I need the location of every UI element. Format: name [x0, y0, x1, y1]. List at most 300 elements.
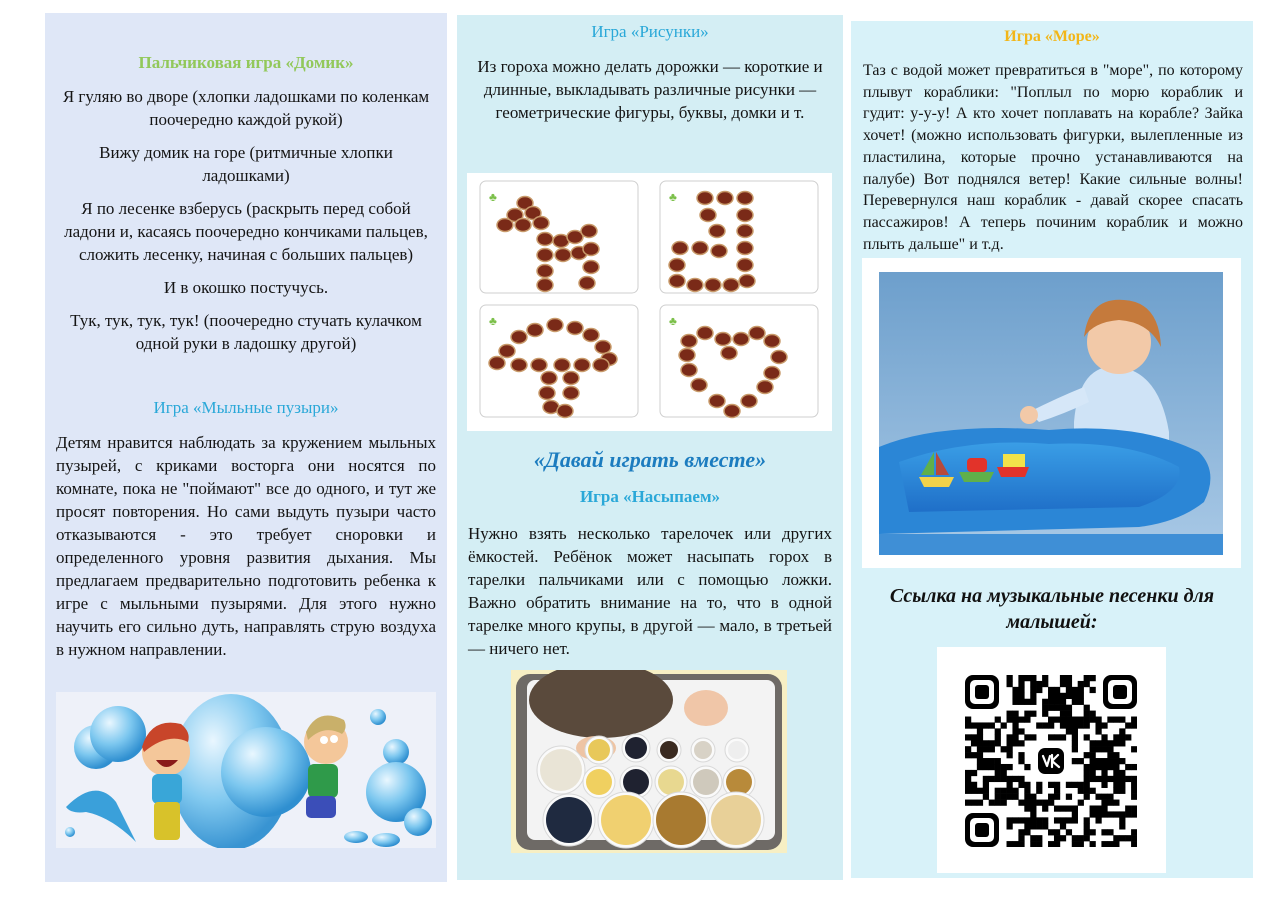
qr-module — [1113, 764, 1119, 770]
qr-module — [989, 800, 995, 806]
qr-module — [1042, 817, 1048, 823]
bean — [692, 242, 708, 255]
bean — [583, 329, 599, 342]
qr-module — [1084, 794, 1090, 800]
qr-module — [1084, 717, 1090, 723]
qr-module — [1048, 693, 1054, 699]
qr-module — [977, 788, 983, 794]
qr-module — [1078, 687, 1084, 693]
qr-module — [1131, 805, 1137, 811]
panel-middle — [457, 15, 843, 880]
qr-module — [1113, 800, 1119, 806]
qr-module — [1048, 722, 1054, 728]
bean — [531, 359, 547, 372]
qr-module — [1113, 811, 1119, 817]
panel-right — [851, 21, 1253, 878]
qr-module — [1107, 811, 1113, 817]
qr-module — [1060, 675, 1066, 681]
qr-module — [1078, 722, 1084, 728]
qr-module — [1066, 782, 1072, 788]
qr-module — [1113, 835, 1119, 841]
qr-module — [1131, 811, 1137, 817]
poem — [55, 85, 437, 365]
qr-module — [1024, 823, 1030, 829]
qr-module — [1007, 788, 1013, 794]
bean — [739, 275, 755, 288]
qr-module — [1066, 829, 1072, 835]
qr-module — [1095, 758, 1101, 764]
bubble — [404, 808, 432, 836]
qr-module — [983, 740, 989, 746]
qr-module — [1113, 788, 1119, 794]
qr-module — [1036, 841, 1042, 847]
bean — [669, 259, 685, 272]
qr-module — [1084, 681, 1090, 687]
bean — [511, 359, 527, 372]
qr-module — [1084, 770, 1090, 776]
qr-module — [989, 764, 995, 770]
qr-module — [1084, 764, 1090, 770]
qr-module — [1095, 811, 1101, 817]
qr-module — [965, 800, 971, 806]
qr-module — [1078, 800, 1084, 806]
qr-module — [1101, 734, 1107, 740]
qr-module — [1084, 829, 1090, 835]
qr-module — [1042, 681, 1048, 687]
bean — [711, 245, 727, 258]
qr-module — [971, 788, 977, 794]
bean — [697, 327, 713, 340]
splash — [66, 791, 136, 842]
qr-module — [1113, 782, 1119, 788]
qr-module — [1131, 788, 1137, 794]
bean — [511, 331, 527, 344]
qr-module — [1072, 782, 1078, 788]
qr-module — [1007, 681, 1013, 687]
qr-module — [1072, 722, 1078, 728]
bubbles-illustration — [56, 692, 436, 848]
qr-module — [1095, 794, 1101, 800]
qr-module — [1084, 823, 1090, 829]
finger-game-title: Пальчиковая игра «Домик» — [138, 53, 354, 72]
qr-module — [1030, 794, 1036, 800]
qr-module — [1101, 794, 1107, 800]
qr-module — [1001, 746, 1007, 752]
bean — [489, 357, 505, 370]
qr-module — [1090, 776, 1096, 782]
qr-module — [1054, 835, 1060, 841]
qr-module — [1072, 758, 1078, 764]
running-kid — [304, 716, 348, 818]
qr-module — [983, 722, 989, 728]
qr-module — [1084, 788, 1090, 794]
bubbles-game-text: Детям нравится наблюдать за кружением мыльных пузырей, с криками восторга они носятся по комнате, пока не "поймают" все до одного, и тут же просят повторения. Но сами выдуть пузыри часто отказываются - это требует сноровки и определенного уровня развития дыхания. Мы предлагаем предварительно подготовить ребенка к игре с мыльными пузырями. Для этого нужно научить его сильно дуть, направлять струю воздуха в нужном направлении. — [56, 433, 436, 659]
qr-module — [1024, 817, 1030, 823]
qr-module — [1101, 770, 1107, 776]
qr-module — [1090, 788, 1096, 794]
qr-module — [1060, 835, 1066, 841]
qr-module — [1012, 699, 1018, 705]
sea-photo — [879, 272, 1223, 555]
qr-module — [1054, 687, 1060, 693]
qr-module — [1018, 740, 1024, 746]
qr-module — [1036, 681, 1042, 687]
bowl-contents — [694, 741, 712, 759]
qr-module — [1030, 734, 1036, 740]
qr-module — [1072, 687, 1078, 693]
qr-module — [1030, 835, 1036, 841]
qr-module — [1090, 717, 1096, 723]
qr-module — [1078, 782, 1084, 788]
qr-module — [1078, 681, 1084, 687]
qr-module — [977, 764, 983, 770]
qr-module — [1090, 752, 1096, 758]
qr-module — [1101, 829, 1107, 835]
qr-module — [1018, 752, 1024, 758]
bowl-contents — [656, 795, 706, 845]
qr-module — [1131, 829, 1137, 835]
qr-module — [1078, 693, 1084, 699]
qr-module — [1054, 841, 1060, 847]
qr-module — [1131, 835, 1137, 841]
bowl-contents — [660, 741, 678, 759]
leaf-icon: ♣ — [669, 314, 677, 328]
qr-module — [1036, 788, 1042, 794]
qr-module — [1113, 841, 1119, 847]
qr-module — [1101, 782, 1107, 788]
qr-module — [1030, 699, 1036, 705]
qr-module — [995, 770, 1001, 776]
qr-module — [1119, 817, 1125, 823]
leaf-icon: ♣ — [489, 190, 497, 204]
qr-module — [983, 746, 989, 752]
qr-module — [989, 740, 995, 746]
bean — [537, 279, 553, 292]
qr-module — [1095, 817, 1101, 823]
qr-module — [995, 794, 1001, 800]
qr-module — [1072, 811, 1078, 817]
bean — [593, 359, 609, 372]
bean — [672, 242, 688, 255]
qr-module — [1095, 722, 1101, 728]
bowl-contents — [546, 797, 592, 843]
sea-game-text: Таз с водой может превратиться в "море", по которому плывут кораблики: "Поплыл по морю кораблик и гудит: у-у-у! А кто хочет поплавать на корабле? Зайка хочет! (можно использовать фигурки, вылепленные из пластилина, которые прочно устанавливаются на палубе) Вот поднялся ветер! Какие сильные волны! Перевернулся наш кораблик - давай скорее спасать пассажиров! А теперь починим кораблик и можно плыть дальше" и т.д. — [863, 62, 1243, 253]
bean — [705, 279, 721, 292]
qr-module — [1066, 717, 1072, 723]
qr-module — [995, 764, 1001, 770]
qr-module — [983, 758, 989, 764]
bean — [764, 335, 780, 348]
qr-module — [1090, 764, 1096, 770]
qr-module — [1131, 841, 1137, 847]
qr-module — [1125, 811, 1131, 817]
qr-module — [1001, 722, 1007, 728]
bean — [595, 341, 611, 354]
qr-module — [1072, 805, 1078, 811]
qr-module — [1007, 740, 1013, 746]
qr-module — [1030, 805, 1036, 811]
qr-code[interactable] — [937, 647, 1166, 873]
qr-module — [1125, 805, 1131, 811]
bowl-contents — [693, 769, 719, 795]
qr-module — [1095, 746, 1101, 752]
qr-module — [983, 764, 989, 770]
bean — [709, 225, 725, 238]
qr-module — [1048, 687, 1054, 693]
qr-module — [1078, 758, 1084, 764]
qr-module — [1107, 829, 1113, 835]
qr-module — [1018, 800, 1024, 806]
qr-module — [1101, 722, 1107, 728]
bubble — [65, 827, 75, 837]
qr-module — [1101, 805, 1107, 811]
qr-module — [1131, 746, 1137, 752]
bean — [537, 233, 553, 246]
qr-module — [1113, 776, 1119, 782]
qr-module — [1107, 746, 1113, 752]
qr-module — [1018, 776, 1024, 782]
qr-module — [971, 800, 977, 806]
qr-module — [1024, 711, 1030, 717]
qr-module — [1066, 728, 1072, 734]
qr-module — [977, 728, 983, 734]
qr-module — [1119, 811, 1125, 817]
qr-module — [1072, 746, 1078, 752]
qr-module — [1024, 734, 1030, 740]
qr-module — [1007, 782, 1013, 788]
qr-module — [1018, 693, 1024, 699]
qr-module — [1060, 681, 1066, 687]
qr-module — [1012, 728, 1018, 734]
pour-game-text: Нужно взять несколько тарелочек или других ёмкостей. Ребёнок может насыпать горох в тарелки пальчиками или с помощью ложки. Важно обратить внимание на то, что в одной тарелке много крупы, в другой — мало, в третьей — ничего нет. — [468, 524, 832, 658]
songs-link-caption: Ссылка на музыкальные песенки для малышей: — [889, 585, 1215, 633]
qr-module — [1060, 705, 1066, 711]
bean — [579, 277, 595, 290]
qr-module — [1107, 841, 1113, 847]
qr-module — [977, 722, 983, 728]
qr-module — [1007, 711, 1013, 717]
qr-module — [1007, 841, 1013, 847]
bean — [581, 225, 597, 238]
bean — [681, 335, 697, 348]
qr-module — [1042, 711, 1048, 717]
qr-module — [1048, 734, 1054, 740]
qr-module — [1125, 734, 1131, 740]
qr-module — [1119, 823, 1125, 829]
qr-module — [1024, 794, 1030, 800]
qr-module — [1001, 800, 1007, 806]
bowl-contents — [588, 739, 610, 761]
qr-module — [1024, 829, 1030, 835]
qr-module — [1042, 722, 1048, 728]
qr-module — [1101, 841, 1107, 847]
qr-module — [1012, 817, 1018, 823]
bubble — [344, 831, 368, 843]
qr-module — [1048, 800, 1054, 806]
qr-module — [1090, 805, 1096, 811]
bean — [771, 351, 787, 364]
qr-module — [1024, 675, 1030, 681]
qr-module — [1060, 693, 1066, 699]
qr-module — [1119, 788, 1125, 794]
qr-module — [1131, 794, 1137, 800]
qr-module — [1054, 699, 1060, 705]
qr-module — [1095, 717, 1101, 723]
qr-module — [1119, 734, 1125, 740]
qr-module — [1012, 693, 1018, 699]
qr-module — [1018, 835, 1024, 841]
bean — [563, 372, 579, 385]
qr-module — [1084, 782, 1090, 788]
qr-module — [1012, 794, 1018, 800]
qr-module — [1018, 841, 1024, 847]
qr-module — [1113, 770, 1119, 776]
bowl-contents — [726, 769, 752, 795]
qr-module — [965, 788, 971, 794]
qr-module — [1066, 805, 1072, 811]
qr-module — [1030, 711, 1036, 717]
qr-module — [1007, 776, 1013, 782]
qr-module — [1048, 841, 1054, 847]
qr-module — [1007, 817, 1013, 823]
qr-module — [1001, 788, 1007, 794]
qr-module — [1048, 782, 1054, 788]
qr-module — [1024, 717, 1030, 723]
qr-module — [1036, 722, 1042, 728]
bean — [554, 359, 570, 372]
qr-module — [1060, 823, 1066, 829]
qr-module — [1030, 823, 1036, 829]
qr-module — [977, 752, 983, 758]
bean — [499, 345, 515, 358]
bean — [574, 359, 590, 372]
qr-module — [1066, 693, 1072, 699]
qr-module — [1090, 841, 1096, 847]
qr-module — [1036, 800, 1042, 806]
bubble — [372, 833, 400, 847]
qr-module — [1101, 776, 1107, 782]
bean — [515, 219, 531, 232]
qr-module — [971, 752, 977, 758]
qr-module — [1072, 841, 1078, 847]
panel-left — [45, 13, 447, 882]
qr-module — [995, 717, 1001, 723]
vk-icon — [1035, 745, 1067, 777]
qr-module — [1036, 817, 1042, 823]
qr-module — [983, 776, 989, 782]
qr-module — [1024, 699, 1030, 705]
qr-module — [1018, 687, 1024, 693]
bean — [557, 405, 573, 418]
qr-module — [1030, 841, 1036, 847]
leaf-icon: ♣ — [669, 190, 677, 204]
qr-module — [1084, 776, 1090, 782]
qr-module — [1042, 805, 1048, 811]
qr-module — [1030, 817, 1036, 823]
qr-module — [1054, 734, 1060, 740]
bean — [724, 405, 740, 418]
qr-module — [1001, 770, 1007, 776]
qr-module — [989, 758, 995, 764]
qr-module — [1048, 705, 1054, 711]
child-hand — [684, 690, 728, 726]
qr-module — [1060, 817, 1066, 823]
qr-module — [965, 722, 971, 728]
qr-module — [1054, 782, 1060, 788]
qr-module — [1119, 835, 1125, 841]
qr-module — [977, 746, 983, 752]
bean — [563, 387, 579, 400]
bean — [733, 333, 749, 346]
bean — [497, 219, 513, 232]
bubble — [221, 727, 311, 817]
qr-module — [1060, 717, 1066, 723]
qr-module — [1107, 740, 1113, 746]
qr-module — [1012, 687, 1018, 693]
qr-module — [1084, 734, 1090, 740]
qr-module — [1131, 717, 1137, 723]
bubble — [90, 706, 146, 762]
bean — [721, 347, 737, 360]
qr-module — [1007, 675, 1013, 681]
poem-line: Я гуляю во дворе (хлопки ладошками по коленкам поочередно каждой рукой) — [62, 87, 430, 129]
bean — [583, 261, 599, 274]
qr-module — [1084, 711, 1090, 717]
qr-module — [1119, 776, 1125, 782]
bowl-contents — [658, 769, 684, 795]
qr-module — [1007, 752, 1013, 758]
qr-module — [1001, 764, 1007, 770]
qr-module — [983, 788, 989, 794]
qr-module — [1066, 794, 1072, 800]
qr-module — [1072, 734, 1078, 740]
qr-module — [1084, 722, 1090, 728]
bean — [737, 192, 753, 205]
qr-module — [1007, 794, 1013, 800]
qr-module — [965, 770, 971, 776]
qr-module — [1001, 794, 1007, 800]
bean — [555, 249, 571, 262]
qr-module — [971, 782, 977, 788]
qr-module — [1054, 788, 1060, 794]
qr-module — [1024, 764, 1030, 770]
bean — [741, 395, 757, 408]
qr-module — [1042, 699, 1048, 705]
qr-module — [1024, 782, 1030, 788]
qr-module — [1107, 758, 1113, 764]
bowl-contents — [586, 769, 612, 795]
qr-module — [1042, 675, 1048, 681]
qr-module — [1090, 811, 1096, 817]
qr-module — [1054, 705, 1060, 711]
qr-module — [1078, 717, 1084, 723]
poem-line: Вижу домик на горе (ритмичные хлопки ладошками) — [99, 143, 393, 185]
poem-line: Я по лесенке взберусь (раскрыть перед собой ладони и, касаясь поочередно кончиками пальцев, сложить лесенку, начиная с больших пальцев) — [64, 199, 428, 264]
sea-photo-frame — [862, 258, 1241, 568]
qr-module — [1012, 722, 1018, 728]
qr-module — [1066, 675, 1072, 681]
qr-module — [1090, 758, 1096, 764]
qr-module — [995, 800, 1001, 806]
pour-game-title: Игра «Насыпаем» — [579, 487, 721, 506]
qr-module — [995, 740, 1001, 746]
qr-module — [1018, 717, 1024, 723]
qr-module — [1018, 758, 1024, 764]
qr-module — [971, 770, 977, 776]
qr-module — [1119, 717, 1125, 723]
qr-module — [995, 728, 1001, 734]
qr-module — [1007, 823, 1013, 829]
